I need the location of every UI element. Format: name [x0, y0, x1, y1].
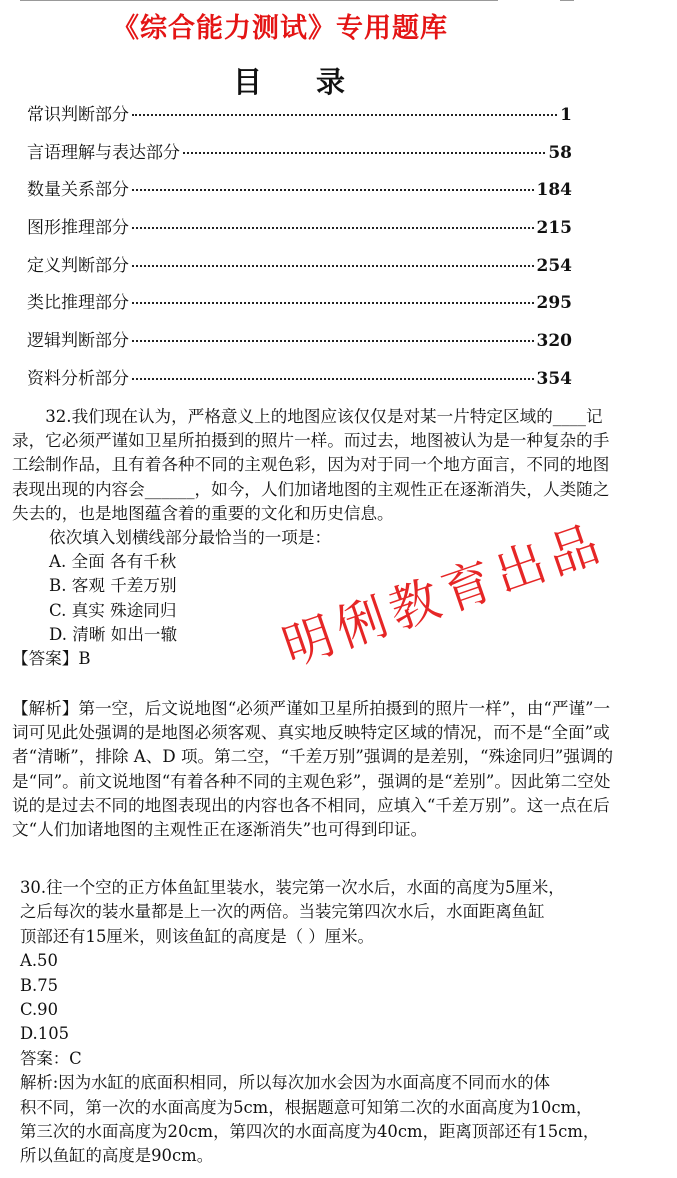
toc-item-label: 资料分析部分 [27, 368, 129, 389]
option-a: A. 全面 各有千秋 [49, 552, 177, 572]
toc-leader [183, 152, 545, 154]
analysis-text: 【解析】第一空，后文说地图“必须严谨如卫星所拍摄到的照片一样”，由“严谨”一词可见此处强调的是地图必须客观、真实地反映特定区域的情况，而不是“全面”或者“清晰”，排除 A、D 项。第二空，“千差万别”强调的是差别，“殊途同归”强调的是“同”。前文说地图“有着各种不同的主观色彩”，强调的是“差别”。因此第二空处说的是过去不同的地图表现出的内容也各不相同，应填入“千差万别”。这一点在后文“人们加诸地图的主观性正在逐渐消失”也可得到印证。 [12, 699, 614, 840]
question-prompt: 依次填入划横线部分最恰当的一项是： [49, 528, 332, 548]
toc-item-label: 数量关系部分 [27, 180, 129, 201]
toc-item-page: 1 [560, 105, 572, 125]
toc-item-page: 184 [536, 180, 572, 201]
analysis-line: 第三次的水面高度为20cm，第四次的水面高度为40cm，距离顶部还有15cm， [20, 1122, 600, 1142]
option-c: C. 真实 殊途同归 [49, 600, 177, 620]
toc-leader [132, 340, 534, 342]
toc-item-page: 58 [548, 142, 572, 163]
toc-item-page: 215 [536, 218, 572, 239]
toc-item-label: 常识判断部分 [27, 105, 129, 125]
toc-leader [132, 265, 534, 267]
toc-heading: 目 录 [232, 65, 368, 99]
question-stem-line: 30.往一个空的正方体鱼缸里装水，装完第一次水后，水面的高度为5厘米， [20, 878, 565, 897]
option-c: C.90 [20, 1000, 59, 1020]
toc-item[interactable] [27, 175, 572, 213]
toc-leader [132, 114, 557, 116]
option-a: A.50 [20, 951, 58, 971]
toc-item-label: 类比推理部分 [27, 293, 129, 314]
option-b: B.75 [20, 975, 59, 995]
toc-item-label: 逻辑判断部分 [27, 331, 129, 352]
option-d: D.105 [20, 1024, 70, 1044]
toc-item[interactable] [27, 100, 572, 138]
toc-item[interactable] [27, 213, 572, 251]
toc-item-page: 320 [536, 331, 572, 352]
answer-line: 【答案】B [12, 649, 91, 669]
toc-leader [132, 189, 534, 191]
option-b: B. 客观 千差万别 [49, 576, 177, 596]
option-d: D. 清晰 如出一辙 [49, 624, 178, 644]
toc-item-label: 言语理解与表达部分 [27, 142, 180, 163]
answer-line: 答案：C [20, 1048, 82, 1068]
question-stem-line: 之后每次的装水量都是上一次的两倍。当装完第四次水后，水面距离鱼缸 [20, 902, 545, 922]
analysis-line: 积不同，第一次的水面高度为5cm，根据题意可知第二次的水面高度为10cm， [20, 1097, 593, 1117]
question-stem-line: 顶部还有15厘米，则该鱼缸的高度是（ ）厘米。 [20, 926, 374, 946]
toc-leader [132, 378, 534, 380]
question-32-analysis [12, 697, 622, 842]
toc-item[interactable] [27, 251, 572, 289]
top-rule [20, 0, 498, 1]
analysis-line: 所以鱼缸的高度是90cm。 [20, 1146, 214, 1166]
toc-item[interactable] [27, 326, 572, 364]
toc-item-label: 定义判断部分 [27, 255, 129, 276]
analysis-line: 解析:因为水缸的底面积相同，所以每次加水会因为水面高度不同而水的体 [20, 1073, 551, 1093]
toc-item-page: 295 [536, 293, 572, 314]
toc-item[interactable] [27, 138, 572, 176]
top-rule-right [560, 0, 574, 1]
toc-item-page: 354 [536, 368, 572, 389]
toc-item-label: 图形推理部分 [27, 218, 129, 239]
question-30 [20, 876, 630, 1169]
table-of-contents [27, 100, 572, 402]
toc-item[interactable] [27, 288, 572, 326]
question-stem: 32.我们现在认为，严格意义上的地图应该仅仅是对某一片特定区域的____记录，它必须严谨如卫星所拍摄到的照片一样。而过去，地图被认为是一种复杂的手工绘制作品，且有着各种不同的主观色彩，因为对于同一个地方面言，不同的地图表现出现的内容会______，如今，人们加诸地图的主观性正在逐渐消失，人类随之失去的，也是地图蕴含着的重要的文化和历史信息。 [12, 407, 610, 523]
toc-leader [132, 227, 534, 229]
watermark: 明俐教育出品 [275, 513, 613, 678]
page-title: 《综合能力测试》专用题库 [112, 13, 448, 44]
toc-item-page: 254 [536, 255, 572, 276]
toc-leader [132, 302, 534, 304]
toc-item[interactable] [27, 364, 572, 402]
